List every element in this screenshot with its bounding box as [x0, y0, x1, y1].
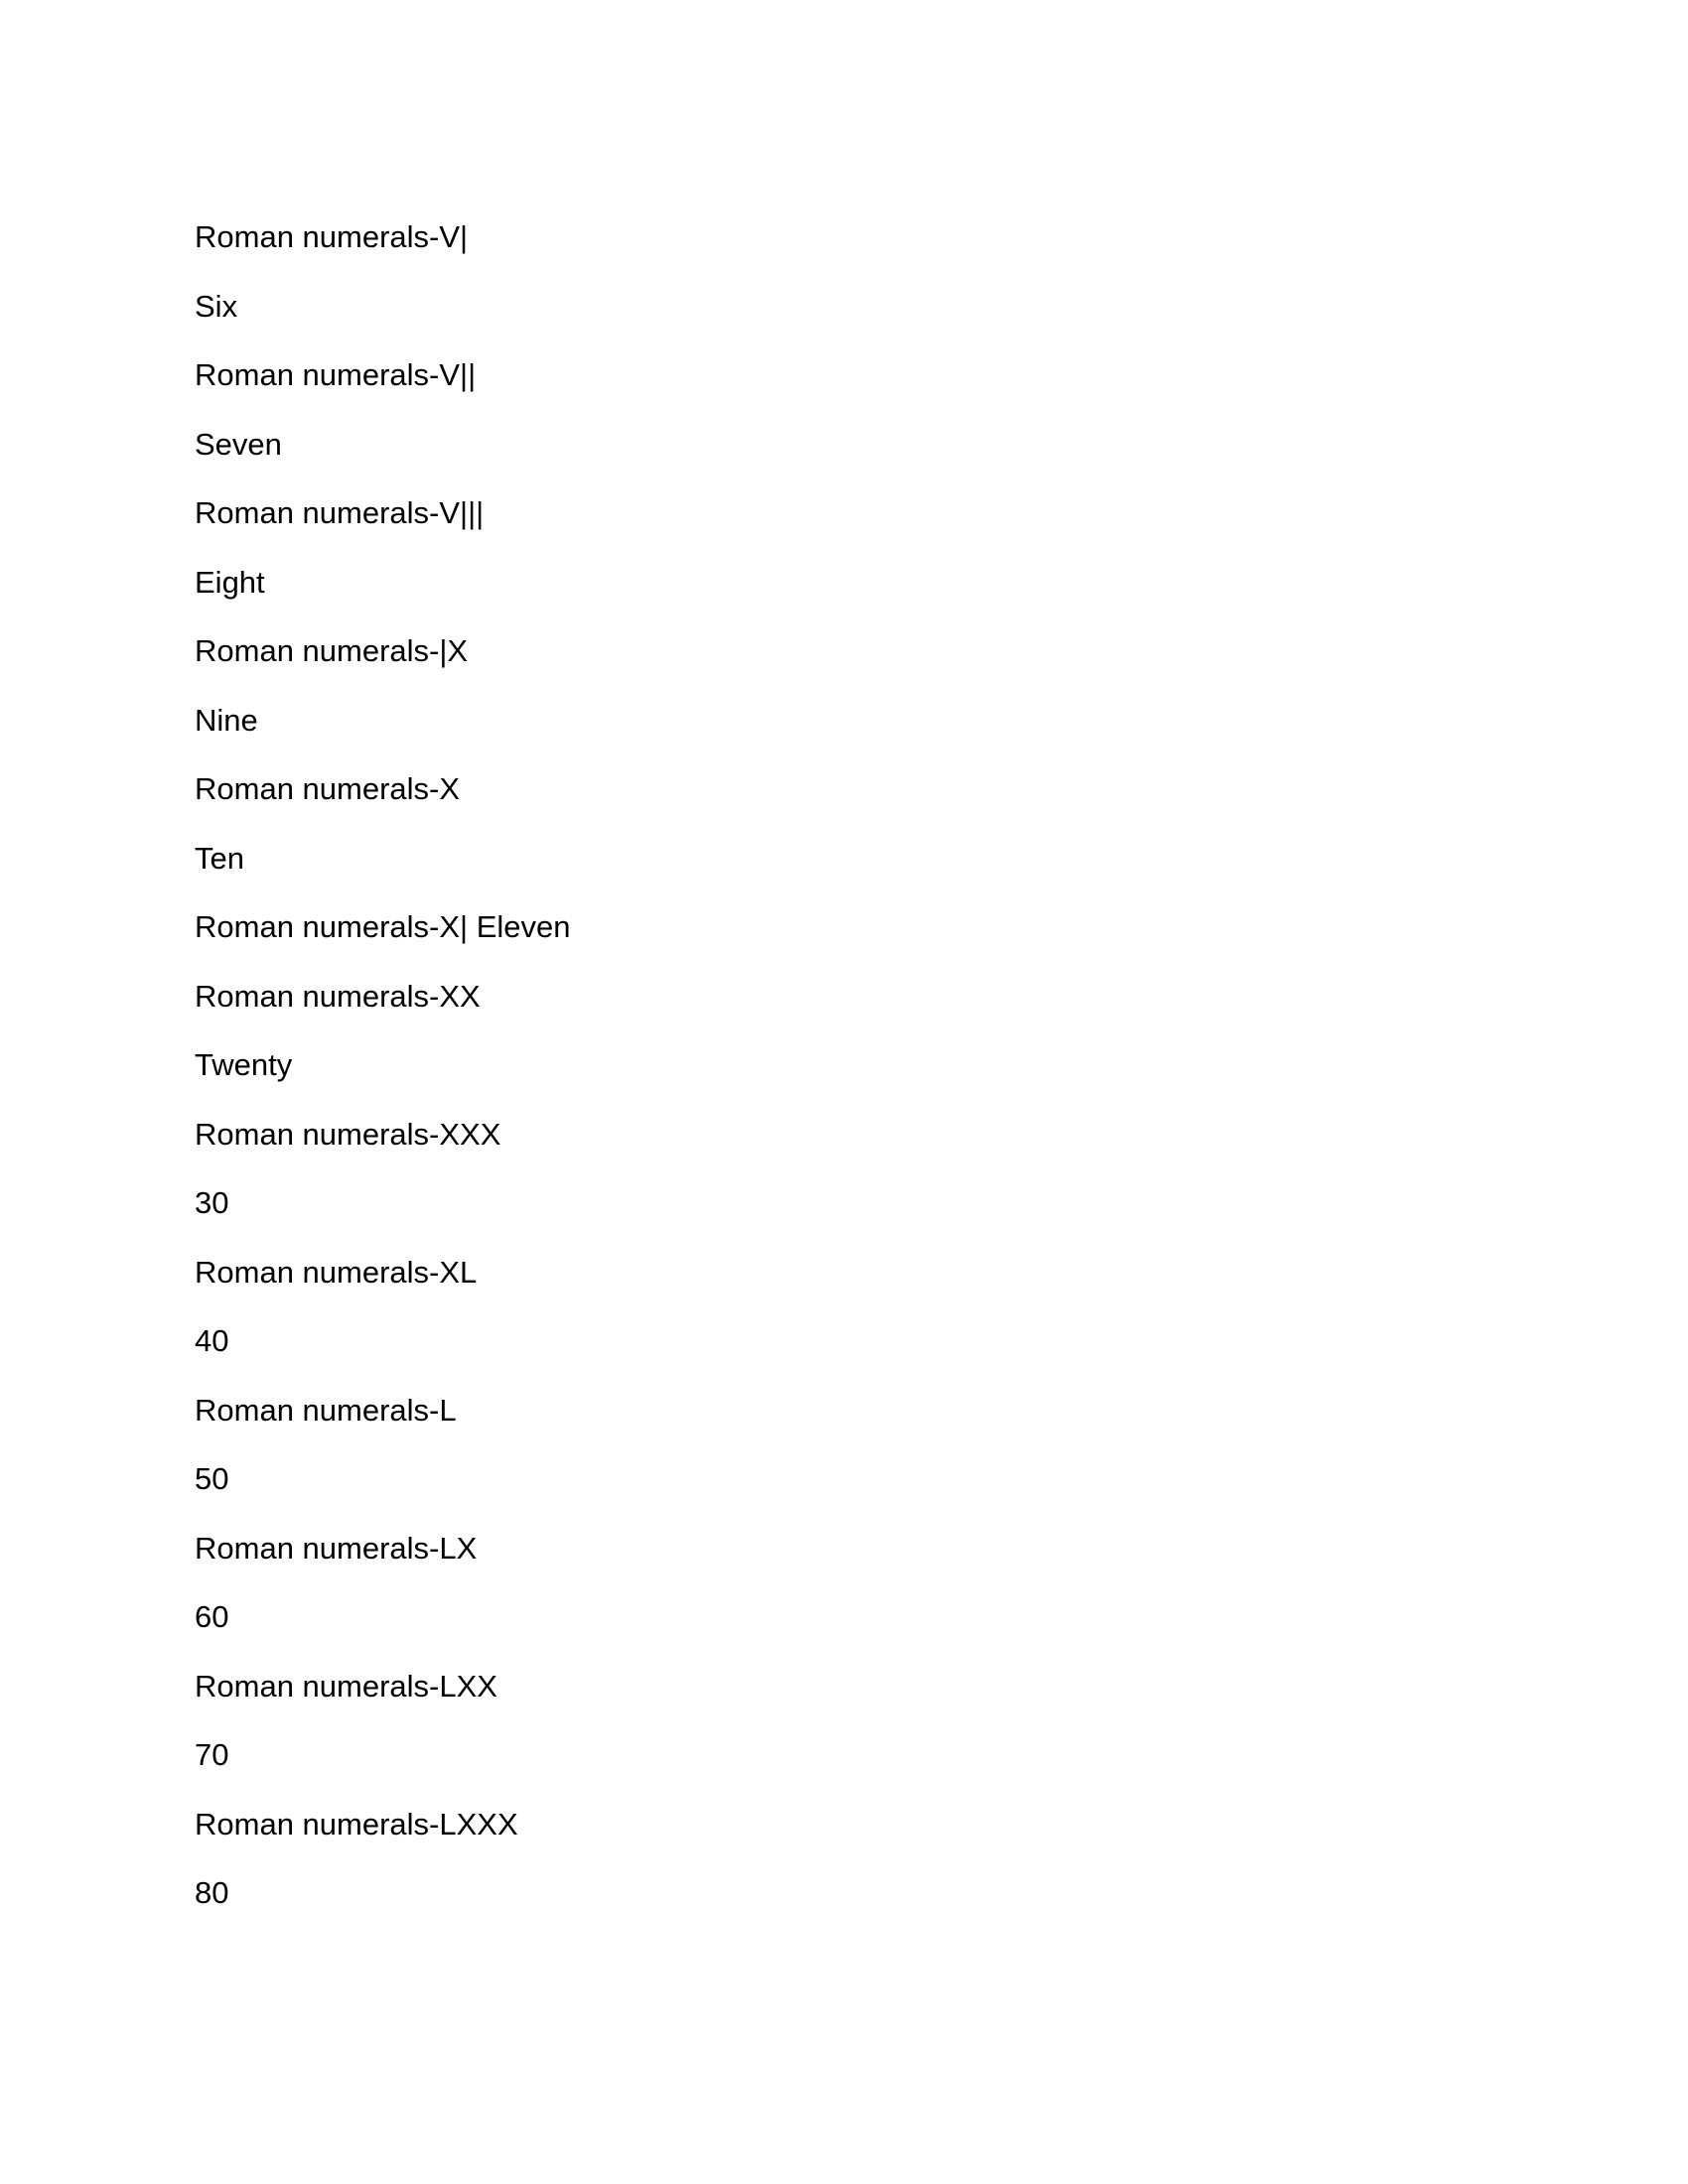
- line-seven: Seven: [195, 426, 282, 462]
- line-eight: Eight: [195, 564, 265, 600]
- line-roman-lxxx: Roman numerals-LXXX: [195, 1806, 518, 1842]
- line-roman-xxx: Roman numerals-XXX: [195, 1116, 501, 1152]
- line-60: 60: [195, 1599, 229, 1634]
- line-roman-lxx: Roman numerals-LXX: [195, 1668, 497, 1704]
- line-roman-x: Roman numerals-X: [195, 771, 461, 806]
- line-40: 40: [195, 1323, 229, 1358]
- line-roman-xi-eleven: Roman numerals-X| Eleven: [195, 909, 571, 944]
- text-lines: [195, 203, 1485, 1928]
- line-50: 50: [195, 1461, 229, 1496]
- line-roman-l: Roman numerals-L: [195, 1392, 457, 1428]
- line-80: 80: [195, 1875, 229, 1910]
- line-ten: Ten: [195, 840, 244, 876]
- line-twenty: Twenty: [195, 1047, 293, 1082]
- line-70: 70: [195, 1737, 229, 1772]
- line-roman-xx: Roman numerals-XX: [195, 978, 481, 1014]
- line-roman-viii: Roman numerals-V|||: [195, 495, 485, 530]
- line-roman-lx: Roman numerals-LX: [195, 1530, 478, 1566]
- line-roman-vi: Roman numerals-V|: [195, 219, 469, 254]
- line-30: 30: [195, 1185, 229, 1220]
- line-six: Six: [195, 288, 238, 324]
- line-roman-ix: Roman numerals-|X: [195, 633, 469, 668]
- line-roman-vii: Roman numerals-V||: [195, 357, 477, 392]
- line-nine: Nine: [195, 702, 258, 738]
- line-roman-xl: Roman numerals-XL: [195, 1254, 478, 1290]
